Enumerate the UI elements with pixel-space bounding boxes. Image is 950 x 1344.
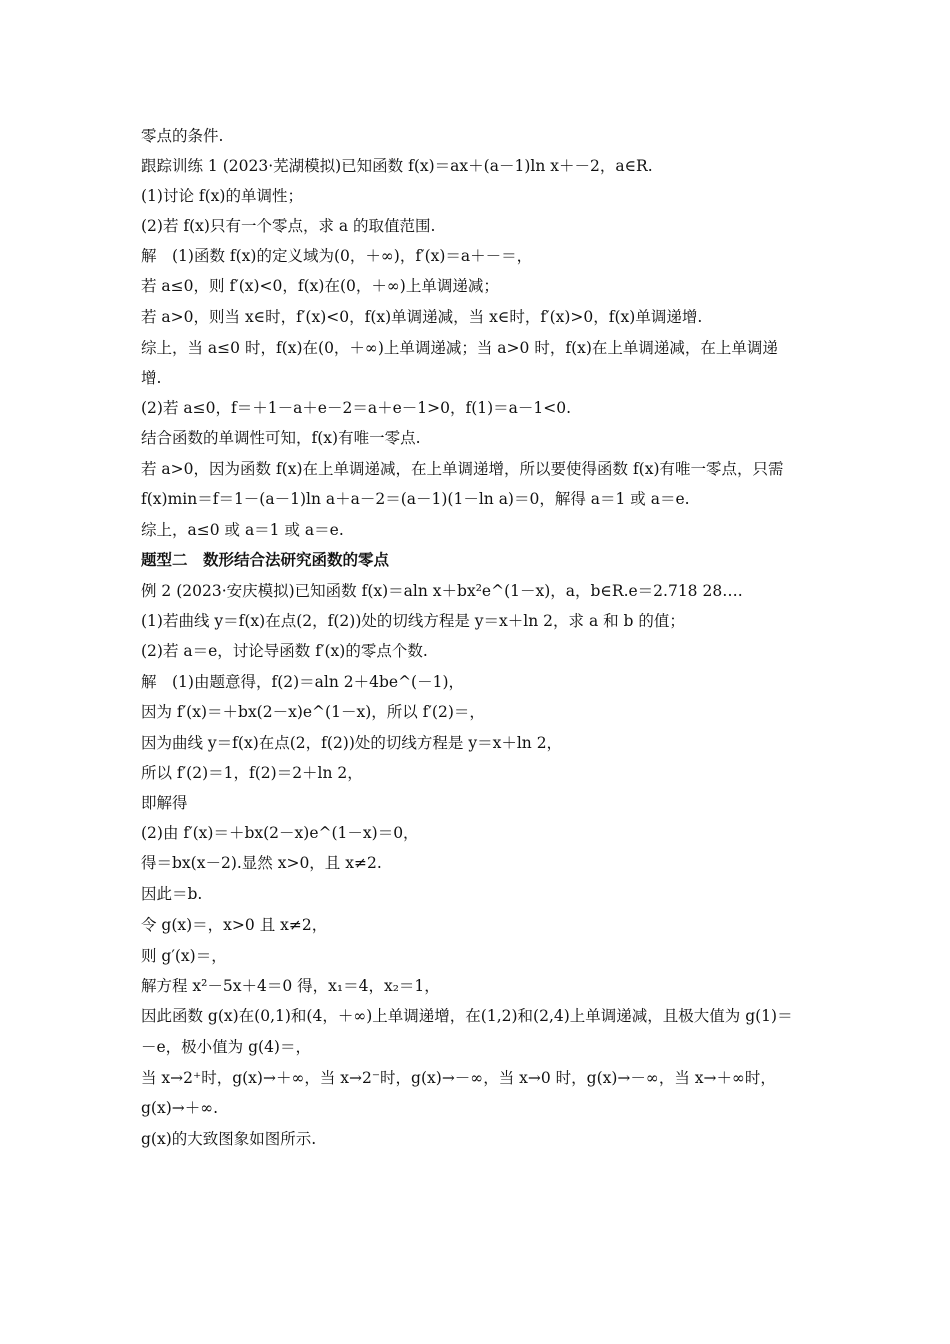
section-heading: 题型二 数形结合法研究函数的零点: [141, 551, 390, 569]
text-line: 因此函数 g(x)在(0,1)和(4，＋∞)上单调递增，在(1,2)和(2,4)上单调递减，且极大值为 g(1)＝: [141, 1007, 793, 1025]
text-line: (1)若曲线 y＝f(x)在点(2，f(2))处的切线方程是 y＝x＋ln 2，求 a 和 b 的值；: [141, 612, 685, 630]
text-line: (2)若 f(x)只有一个零点，求 a 的取值范围.: [141, 217, 436, 235]
exercise-heading-line: 跟踪训练 1 (2023·芜湖模拟)已知函数 f(x)＝ax＋(a－1)ln x＋－2，a∈R.: [141, 157, 653, 175]
text-line: 结合函数的单调性可知，f(x)有唯一零点.: [141, 429, 421, 447]
text-line: f(x)min＝f＝1－(a－1)ln a＋a－2＝(a－1)(1－ln a)＝0，解得 a＝1 或 a＝e.: [141, 490, 690, 508]
solution-line: 解 (1)由题意得，f(2)＝aln 2＋4be^(－1)，: [141, 673, 465, 691]
text-line: 增.: [141, 369, 162, 387]
text-line: 综上，a≤0 或 a＝1 或 a＝e.: [141, 521, 344, 539]
text-line: (2)若 a＝e，讨论导函数 f′(x)的零点个数.: [141, 642, 428, 660]
example-heading-line: 例 2 (2023·安庆模拟)已知函数 f(x)＝aln x＋bx²e^(1－x)，a，b∈R.e＝2.718 28….: [141, 582, 743, 600]
text-line: 得＝bx(x－2).显然 x>0，且 x≠2.: [141, 854, 382, 872]
text-line: 所以 f′(2)＝1，f(2)＝2＋ln 2，: [141, 764, 363, 782]
text-line: 若 a≤0，则 f′(x)<0，f(x)在(0，＋∞)上单调递减；: [141, 277, 499, 295]
text-line: 因为 f′(x)＝＋bx(2－x)e^(1－x)，所以 f′(2)＝，: [141, 703, 485, 721]
text-line: 解方程 x²－5x＋4＝0 得，x₁＝4，x₂＝1，: [141, 977, 440, 995]
text-line: 若 a>0，因为函数 f(x)在上单调递减，在上单调递增，所以要使得函数 f(x)有唯一零点，只需: [141, 460, 784, 478]
text-line: (1)讨论 f(x)的单调性；: [141, 187, 303, 205]
text-line: 因为曲线 y＝f(x)在点(2，f(2))处的切线方程是 y＝x＋ln 2，: [141, 734, 563, 752]
text-line: (2)若 a≤0，f＝＋1－a＋e－2＝a＋e－1>0，f(1)＝a－1<0.: [141, 399, 572, 417]
text-line: 则 g′(x)＝，: [141, 947, 227, 965]
text-line: g(x)的大致图象如图所示.: [141, 1130, 317, 1148]
text-line: 零点的条件.: [141, 127, 224, 145]
text-line: 因此＝b.: [141, 885, 203, 903]
text-line: 令 g(x)＝，x>0 且 x≠2，: [141, 916, 328, 934]
text-line: 若 a>0，则当 x∈时，f′(x)<0，f(x)单调递减，当 x∈时，f′(x)>0，f(x)单调递增.: [141, 308, 703, 326]
text-line: g(x)→＋∞.: [141, 1099, 219, 1117]
text-line: －e，极小值为 g(4)＝，: [141, 1038, 311, 1056]
text-line: 即解得: [141, 794, 188, 812]
text-line: (2)由 f′(x)＝＋bx(2－x)e^(1－x)＝0，: [141, 824, 419, 842]
text-line: 综上，当 a≤0 时，f(x)在(0，＋∞)上单调递减；当 a>0 时，f(x)在上单调递减，在上单调递: [141, 339, 778, 357]
solution-line: 解 (1)函数 f(x)的定义域为(0，＋∞)，f′(x)＝a＋－＝，: [141, 247, 533, 265]
text-line: 当 x→2⁺时，g(x)→＋∞，当 x→2⁻时，g(x)→－∞，当 x→0 时，g(x)→－∞，当 x→＋∞时，: [141, 1069, 776, 1087]
